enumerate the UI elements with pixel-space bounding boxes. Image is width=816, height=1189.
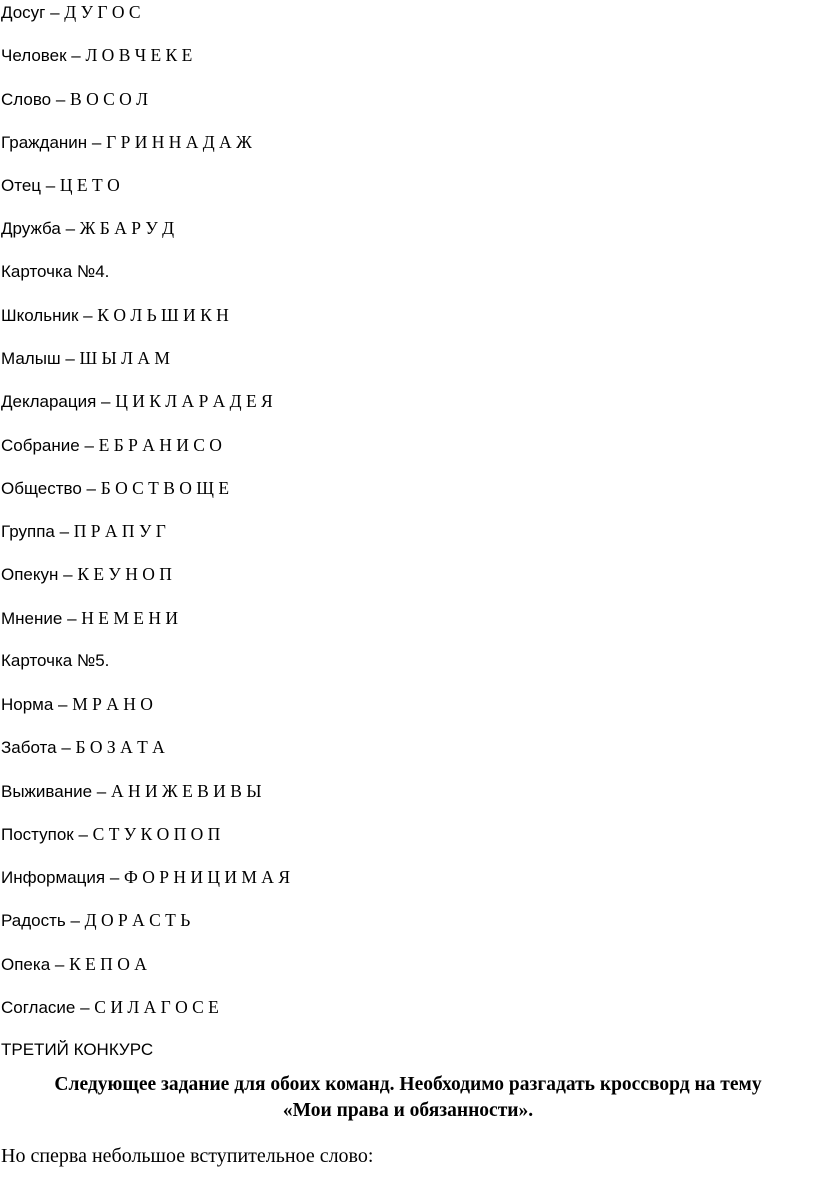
- section-label: Карточка №4.: [1, 261, 110, 281]
- word-label: Опека: [1, 954, 51, 974]
- word-entry: [1, 694, 153, 715]
- word-entry: [1, 478, 229, 499]
- task-heading-line-2: «Мои права и обязанности».: [282, 1100, 534, 1121]
- scrambled-letters: Ц И К Л А Р А Д Е Я: [115, 391, 273, 412]
- scrambled-letters: С И Л А Г О С Е: [94, 996, 219, 1017]
- separator-dash: –: [54, 522, 74, 541]
- word-entry: [1, 737, 165, 758]
- word-label: Радость: [1, 911, 66, 931]
- word-label: Малыш: [1, 349, 61, 368]
- word-label: Мнение: [1, 608, 63, 628]
- word-entry: [1, 45, 192, 66]
- separator-dash: –: [51, 89, 71, 109]
- word-label: Норма: [1, 695, 54, 714]
- word-label: Выживание: [1, 781, 93, 801]
- separator-dash: –: [75, 997, 95, 1017]
- scrambled-letters: Ц Е Т О: [59, 175, 120, 195]
- word-entry: [1, 910, 190, 931]
- word-entry: [1, 608, 178, 629]
- word-entry: [1, 521, 166, 542]
- word-entry: [1, 391, 273, 412]
- word-label: Слово: [1, 89, 52, 109]
- section-label: ТРЕТИЙ КОНКУРС: [1, 1040, 154, 1059]
- word-entry: [1, 997, 219, 1018]
- separator-dash: –: [65, 911, 85, 931]
- separator-dash: –: [50, 954, 70, 974]
- scrambled-letters: Л О В Ч Е К Е: [85, 45, 193, 66]
- scrambled-letters: К Е У Н О П: [77, 564, 172, 585]
- word-label: Собрание: [1, 435, 80, 455]
- word-label: Человек: [1, 46, 67, 66]
- word-label: Дружба: [1, 219, 61, 239]
- word-entry: [1, 132, 252, 153]
- scrambled-letters: Е Б Р А Н И С О: [98, 434, 222, 455]
- separator-dash: –: [58, 565, 78, 585]
- task-heading-line-1: Следующее задание для обоих команд. Необходимо разгадать кроссворд на тему: [54, 1074, 762, 1095]
- word-entry: [1, 435, 222, 456]
- separator-dash: –: [79, 435, 99, 455]
- separator-dash: –: [66, 46, 86, 66]
- word-entry: [1, 954, 147, 975]
- scrambled-letters: Ш Ы Л А М: [79, 348, 170, 368]
- scrambled-letters: Д О Р А С Т Ь: [84, 910, 191, 931]
- separator-dash: –: [87, 132, 107, 152]
- separator-dash: –: [92, 781, 111, 801]
- word-entry: [1, 305, 229, 326]
- separator-dash: –: [62, 608, 82, 628]
- separator-dash: –: [73, 824, 93, 844]
- word-entry: [1, 175, 120, 196]
- separator-dash: –: [56, 738, 76, 758]
- word-entry: [1, 218, 174, 239]
- word-label: Досуг: [1, 3, 46, 22]
- word-label: Информация: [1, 868, 106, 887]
- word-label: Группа: [1, 522, 55, 541]
- separator-dash: –: [81, 478, 101, 498]
- word-label: Поступок: [1, 824, 74, 844]
- word-label: Опекун: [1, 565, 59, 585]
- scrambled-letters: К О Л Ь Ш И К Н: [97, 304, 229, 325]
- separator-dash: –: [41, 176, 60, 195]
- scrambled-letters: Д У Г О С: [64, 2, 141, 22]
- word-entry: [1, 781, 262, 802]
- word-entry: [1, 89, 148, 110]
- scrambled-letters: Б О З А Т А: [75, 737, 165, 758]
- word-label: Общество: [1, 478, 82, 498]
- section-label: Карточка №5.: [1, 650, 110, 670]
- separator-dash: –: [60, 349, 80, 368]
- word-label: Школьник: [1, 305, 79, 325]
- scrambled-letters: А Н И Ж Е В И В Ы: [110, 780, 262, 801]
- word-entry: [1, 564, 172, 585]
- scrambled-letters: Ф О Р Н И Ц И М А Я: [124, 867, 290, 887]
- word-entry: [1, 2, 141, 23]
- scrambled-letters: Н Е М Е Н И: [81, 607, 178, 628]
- separator-dash: –: [53, 695, 73, 714]
- separator-dash: –: [45, 3, 65, 22]
- scrambled-letters: Б О С Т В О Щ Е: [100, 477, 230, 498]
- word-label: Забота: [1, 738, 57, 758]
- word-entry: [1, 348, 170, 369]
- separator-dash: –: [60, 219, 80, 239]
- word-label: Согласие: [1, 997, 76, 1017]
- scrambled-letters: Г Р И Н Н А Д А Ж: [106, 131, 252, 152]
- scrambled-letters: Ж Б А Р У Д: [79, 218, 175, 239]
- separator-dash: –: [78, 305, 98, 325]
- scrambled-letters: П Р А П У Г: [73, 521, 166, 541]
- word-label: Отец: [1, 176, 42, 195]
- scrambled-letters: К Е П О А: [69, 953, 147, 974]
- word-label: Гражданин: [1, 132, 88, 152]
- word-entry: [1, 867, 290, 888]
- intro-text: Но сперва небольшое вступительное слово:: [1, 1145, 374, 1167]
- scrambled-letters: М Р А Н О: [72, 694, 153, 714]
- separator-dash: –: [105, 868, 124, 887]
- word-entry: [1, 824, 220, 845]
- word-label: Декларация: [1, 392, 97, 412]
- scrambled-letters: В О С О Л: [70, 88, 149, 109]
- separator-dash: –: [96, 392, 116, 412]
- scrambled-letters: С Т У К О П О П: [92, 823, 221, 844]
